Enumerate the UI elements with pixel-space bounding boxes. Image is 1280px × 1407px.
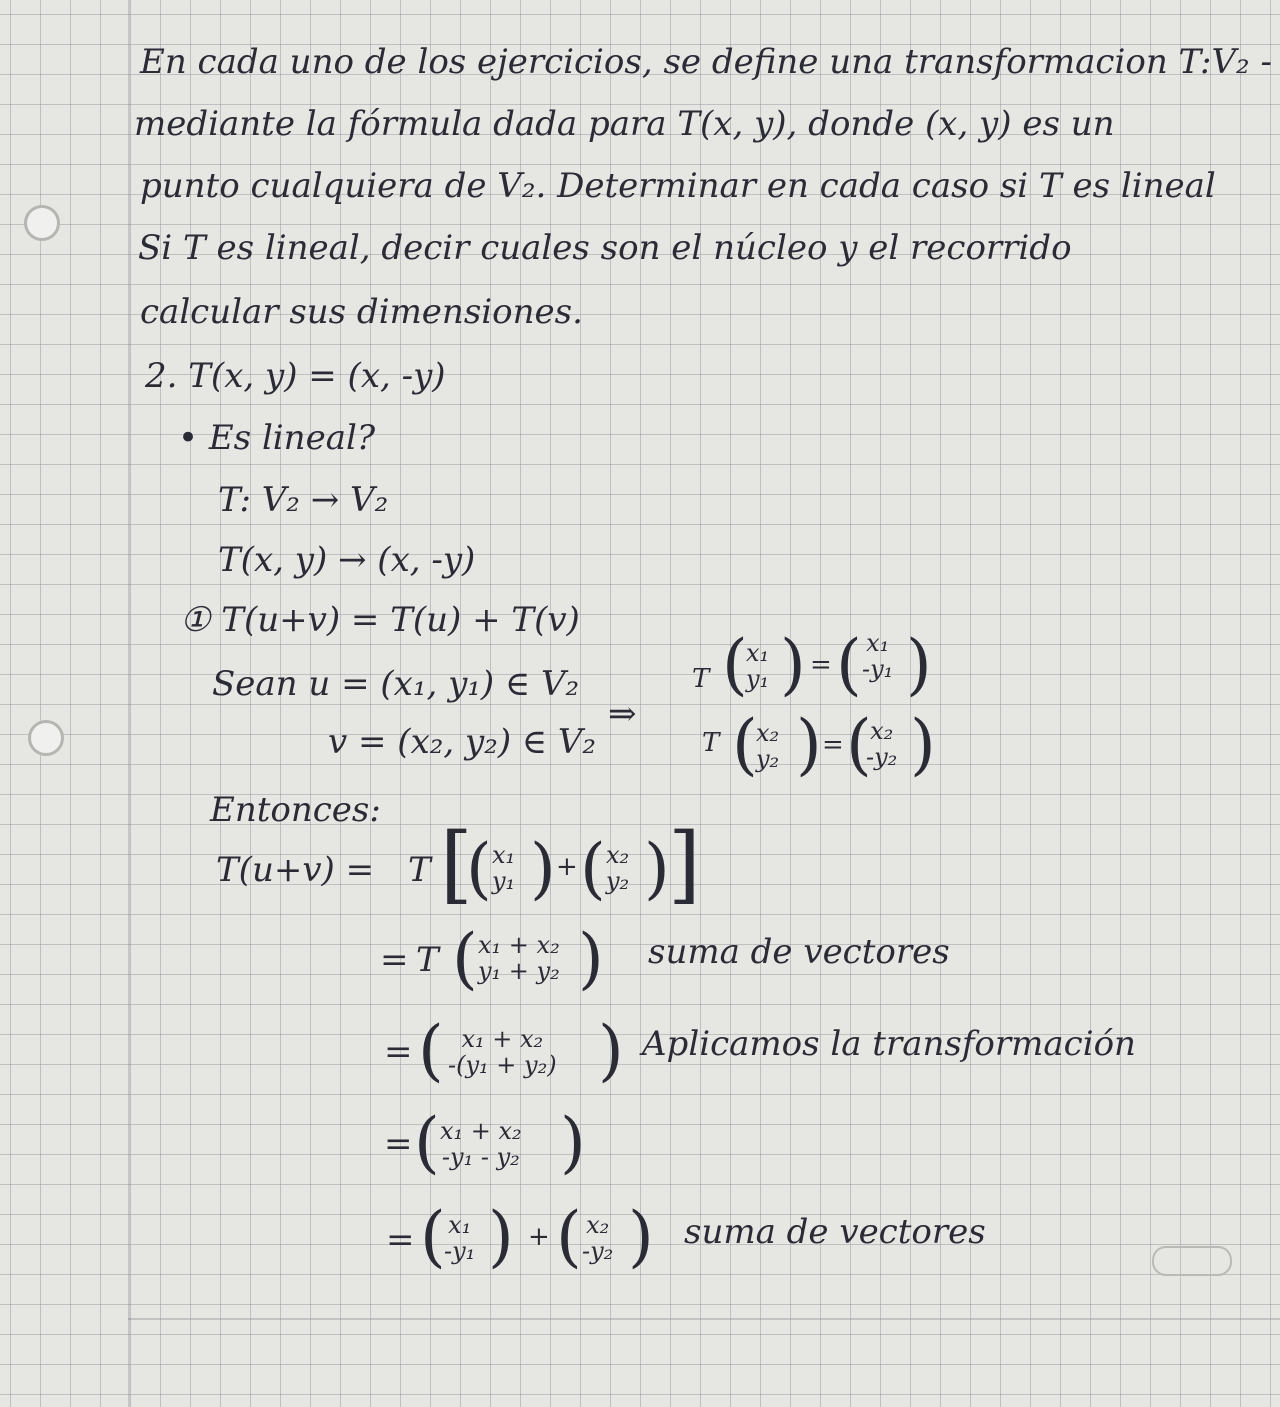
t-label: T [702, 728, 720, 758]
vec-top: x₂ [870, 717, 894, 745]
vec-bottom: -y₂ [866, 743, 898, 771]
paren: ) [530, 830, 556, 907]
problem-statement: 2. T(x, y) = (x, -y) [145, 356, 446, 396]
vec-bottom: -y₂ [582, 1237, 614, 1265]
vec-top: x₁ + x₂ [440, 1117, 522, 1145]
linearity-question: • Es lineal? [178, 418, 376, 458]
paren: ( [580, 830, 606, 907]
vec-top: x₁ [492, 841, 516, 869]
vector-t-v [866, 718, 897, 770]
vec-top: x₁ [866, 629, 890, 657]
vec-top: x₂ [606, 841, 630, 869]
bracket: [ [440, 815, 473, 913]
implies-arrow: ⇒ [608, 694, 637, 734]
equals: = [384, 1032, 413, 1072]
paren: ) [578, 920, 604, 997]
paren: ( [418, 1012, 444, 1089]
vector-t-u [444, 1212, 475, 1264]
equals: = [810, 650, 832, 680]
vec-bottom: y₁ [492, 867, 516, 895]
vec-bottom: y₁ + y₂ [478, 957, 560, 985]
paren: ) [906, 626, 932, 703]
paren: ) [560, 1104, 586, 1181]
t-label: T [416, 940, 439, 980]
mapping: T: V₂ → V₂ [218, 480, 389, 520]
property-1: ① T(u+v) = T(u) + T(v) [180, 600, 580, 640]
paren: ( [556, 1198, 582, 1275]
vec-bottom: -y₁ [862, 655, 894, 683]
vec-bottom: -(y₁ + y₂) [448, 1051, 557, 1079]
paren: ) [598, 1012, 624, 1089]
let-v: v = (x₂, y₂) ∈ V₂ [328, 722, 597, 762]
binder-hole [28, 720, 64, 756]
vec-bottom: -y₁ - y₂ [441, 1143, 520, 1171]
vec-top: x₂ [586, 1211, 610, 1239]
equals: = [380, 940, 409, 980]
paren: ( [452, 920, 478, 997]
plus-sign: + [556, 852, 578, 882]
intro-line-3: punto cualquiera de V₂. Determinar en cada caso si T es lineal [140, 166, 1216, 206]
equals: = [386, 1220, 415, 1260]
paren: ) [910, 706, 936, 783]
equals: = [822, 730, 844, 760]
vec-top: x₂ [756, 719, 780, 747]
intro-line-1: En cada uno de los ejercicios, se define una transformacion T:V₂ - [140, 42, 1272, 82]
vector-t-u [862, 630, 893, 682]
vector-t-v [582, 1212, 613, 1264]
binder-hole [24, 205, 60, 241]
vector-v [756, 720, 779, 772]
let-u: Sean u = (x₁, y₁) ∈ V₂ [212, 664, 580, 704]
rule: T(x, y) → (x, -y) [218, 540, 476, 580]
vec-bottom: y₂ [606, 867, 630, 895]
notebook-brand-stamp [1152, 1246, 1232, 1276]
vector-sum [478, 932, 560, 984]
paren: ( [414, 1104, 440, 1181]
vector-v [606, 842, 629, 894]
vector-u [746, 640, 769, 692]
intro-line-4: Si T es lineal, decir cuales son el núcleo y el recorrido [138, 228, 1072, 268]
page-bottom-edge [128, 1318, 1280, 1320]
vec-top: x₁ + x₂ [478, 931, 560, 959]
t-u-plus-v: T(u+v) = [216, 850, 375, 890]
paren: ) [644, 830, 670, 907]
t-label: T [692, 664, 710, 694]
plus-sign: + [528, 1222, 550, 1252]
intro-line-5: calcular sus dimensiones. [140, 292, 583, 332]
vec-top: x₁ [448, 1211, 472, 1239]
then-label: Entonces: [210, 790, 381, 830]
paren: ) [796, 706, 822, 783]
vec-bottom: -y₁ [444, 1237, 476, 1265]
vector-u [492, 842, 515, 894]
paren: ) [628, 1198, 654, 1275]
vec-top: x₁ + x₂ [461, 1025, 544, 1053]
note-apply: Aplicamos la transformación [642, 1024, 1136, 1064]
paren: ( [732, 706, 758, 783]
vec-bottom: y₂ [756, 745, 780, 773]
paren: ( [846, 706, 872, 783]
paren: ( [836, 626, 862, 703]
vec-top: x₁ [746, 639, 770, 667]
bracket: ] [668, 815, 701, 913]
vec-bottom: y₁ [746, 665, 770, 693]
margin-line [128, 0, 130, 1407]
paren: ) [488, 1198, 514, 1275]
vector-neg-sum [448, 1026, 557, 1078]
note-sum-2: suma de vectores [684, 1212, 986, 1252]
vector-distributed [440, 1118, 522, 1170]
paren: ( [466, 830, 492, 907]
paren: ( [420, 1198, 446, 1275]
equals: = [384, 1124, 413, 1164]
paren: ) [780, 626, 806, 703]
t-label: T [408, 850, 431, 890]
intro-line-2: mediante la fórmula dada para T(x, y), donde (x, y) es un [134, 104, 1115, 144]
paren: ( [722, 626, 748, 703]
note-sum: suma de vectores [648, 932, 950, 972]
